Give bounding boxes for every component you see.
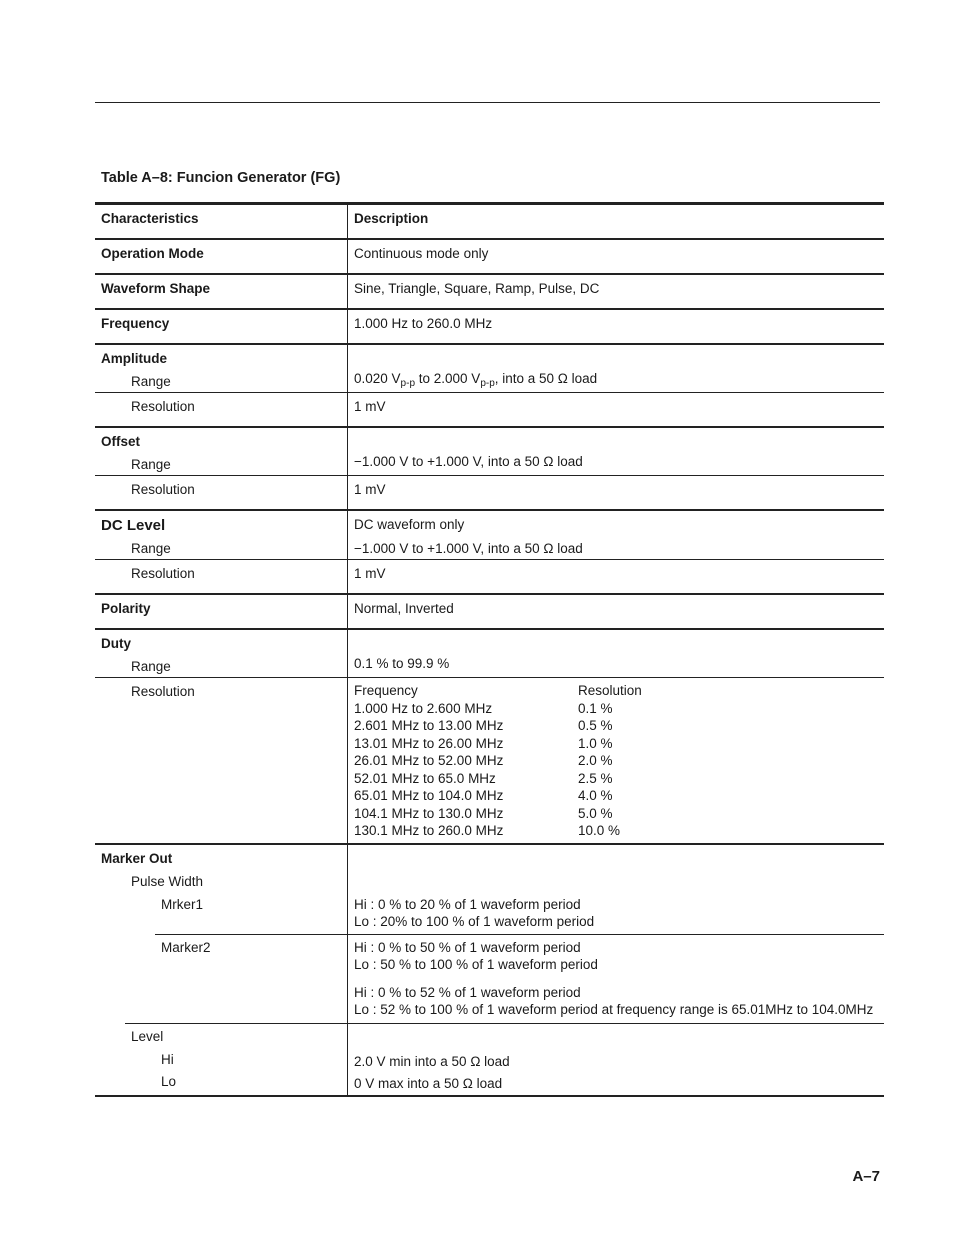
frequency-value: 1.000 Hz to 260.0 MHz bbox=[354, 316, 493, 331]
marker2-hi-alt: Hi : 0 % to 52 % of 1 waveform period bbox=[354, 984, 581, 1000]
offset-range-label: Range bbox=[131, 457, 171, 472]
table-row bbox=[95, 343, 884, 392]
dc-level-value: DC waveform only bbox=[354, 517, 465, 532]
level-lo-label: Lo bbox=[161, 1073, 177, 1089]
duty-res-cell: 5.0 % bbox=[578, 805, 613, 821]
table-row bbox=[95, 308, 884, 343]
duty-res-cell: 1.0 % bbox=[578, 735, 613, 751]
duty-res-cell: 10.0 % bbox=[578, 823, 621, 838]
table-row bbox=[95, 426, 884, 475]
operation-mode-value: Continuous mode only bbox=[354, 246, 489, 261]
offset-resolution-label: Resolution bbox=[95, 476, 348, 509]
duty-col-frequency: Frequency bbox=[354, 683, 418, 698]
marker2-block bbox=[95, 934, 884, 1023]
polarity-value: Normal, Inverted bbox=[354, 601, 454, 616]
marker2-lo: Lo : 50 % to 100 % of 1 waveform period bbox=[354, 957, 598, 972]
duty-label: Duty bbox=[101, 636, 131, 651]
duty-freq-cell: 104.1 MHz to 130.0 MHz bbox=[354, 805, 504, 821]
polarity-label: Polarity bbox=[95, 595, 348, 628]
duty-freq-cell: 52.01 MHz to 65.0 MHz bbox=[354, 770, 496, 786]
header-description: Description bbox=[354, 211, 429, 226]
duty-freq-cell: 65.01 MHz to 104.0 MHz bbox=[354, 788, 504, 803]
level-label: Level bbox=[131, 1028, 164, 1044]
duty-range-value: 0.1 % to 99.9 % bbox=[354, 656, 450, 671]
table-row bbox=[95, 677, 884, 843]
dc-level-resolution-value: 1 mV bbox=[354, 566, 386, 581]
table-row bbox=[95, 843, 884, 934]
dc-level-resolution-label: Resolution bbox=[95, 560, 348, 593]
amplitude-range-label: Range bbox=[131, 374, 171, 389]
level-lo-value: 0 V max into a 50 Ω load bbox=[354, 1075, 503, 1091]
duty-freq-cell: 26.01 MHz to 52.00 MHz bbox=[354, 753, 504, 768]
duty-freq-cell: 13.01 MHz to 26.00 MHz bbox=[354, 735, 504, 751]
duty-freq-cell: 130.1 MHz to 260.0 MHz bbox=[354, 823, 504, 838]
offset-range-value: −1.000 V to +1.000 V, into a 50 Ω load bbox=[354, 454, 583, 469]
marker2-lo-alt: Lo : 52 % to 100 % of 1 waveform period at frequency range is 65.01MHz to 104.0MHz bbox=[354, 1002, 874, 1017]
duty-resolution-table bbox=[354, 682, 878, 840]
offset-resolution-value: 1 mV bbox=[354, 482, 386, 497]
duty-freq-cell: 2.601 MHz to 13.00 MHz bbox=[354, 718, 504, 733]
level-hi-value: 2.0 V min into a 50 Ω load bbox=[354, 1053, 510, 1069]
table-row bbox=[95, 628, 884, 677]
marker-out-label: Marker Out bbox=[101, 850, 173, 866]
offset-label: Offset bbox=[101, 434, 141, 449]
table-title: Table A–8: Funcion Generator (FG) bbox=[101, 170, 341, 186]
table-row bbox=[95, 238, 884, 273]
table-header-row bbox=[95, 202, 884, 238]
table-row bbox=[95, 475, 884, 509]
marker1-hi: Hi : 0 % to 20 % of 1 waveform period bbox=[354, 896, 581, 912]
frequency-label: Frequency bbox=[95, 310, 348, 343]
table-row bbox=[95, 559, 884, 593]
marker2-label: Marker2 bbox=[155, 935, 348, 1023]
level-hi-label: Hi bbox=[161, 1051, 174, 1067]
header-rule bbox=[95, 102, 880, 103]
marker2-hi: Hi : 0 % to 50 % of 1 waveform period bbox=[354, 939, 581, 955]
marker1-label: Mrker1 bbox=[161, 896, 204, 912]
duty-res-cell: 0.5 % bbox=[578, 718, 613, 733]
operation-mode-label: Operation Mode bbox=[95, 240, 348, 273]
dc-level-range-value: −1.000 V to +1.000 V, into a 50 Ω load bbox=[354, 541, 583, 556]
duty-col-resolution: Resolution bbox=[578, 683, 642, 698]
waveform-shape-value: Sine, Triangle, Square, Ramp, Pulse, DC bbox=[354, 281, 600, 296]
duty-res-cell: 4.0 % bbox=[578, 788, 613, 803]
amplitude-label: Amplitude bbox=[101, 351, 167, 366]
amplitude-resolution-label: Resolution bbox=[95, 393, 348, 426]
pulse-width-label: Pulse Width bbox=[131, 873, 204, 889]
level-block bbox=[95, 1023, 884, 1097]
amplitude-resolution-value: 1 mV bbox=[354, 399, 386, 414]
duty-range-label: Range bbox=[131, 659, 171, 674]
duty-freq-cell: 1.000 Hz to 2.600 MHz bbox=[354, 700, 493, 716]
table-row bbox=[95, 273, 884, 308]
function-generator-table bbox=[95, 202, 884, 1097]
amplitude-range-value: 0.020 $V_{p-p}$ to 2.000 $V_{p-p}$, into a 50 Ω load bbox=[354, 371, 598, 389]
duty-res-cell: 2.5 % bbox=[578, 770, 613, 786]
dc-level-range-label: Range bbox=[131, 541, 171, 556]
table-row bbox=[95, 593, 884, 628]
marker1-lo: Lo : 20% to 100 % of 1 waveform period bbox=[354, 914, 595, 929]
duty-res-cell: 0.1 % bbox=[578, 700, 613, 716]
duty-resolution-label: Resolution bbox=[95, 678, 348, 843]
table-row bbox=[95, 509, 884, 559]
header-characteristics: Characteristics bbox=[95, 205, 348, 238]
duty-res-cell: 2.0 % bbox=[578, 753, 613, 768]
dc-level-label: DC Level bbox=[101, 517, 166, 534]
waveform-shape-label: Waveform Shape bbox=[95, 275, 348, 308]
table-row bbox=[95, 392, 884, 426]
page-number: A–7 bbox=[852, 1168, 880, 1185]
